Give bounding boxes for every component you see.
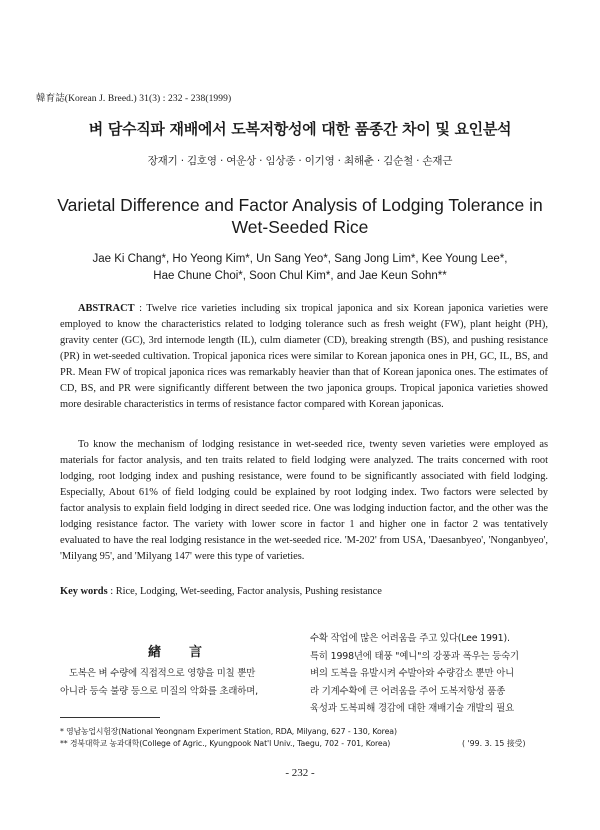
abstract-label: ABSTRACT <box>78 303 135 314</box>
authors-line-2: Hae Chune Choi*, Soon Chul Kim*, and Jae Keun Sohn** <box>153 270 447 282</box>
abstract-paragraph-1 <box>60 301 548 413</box>
intro-left-line: 도복은 벼 수량에 직접적으로 영향을 미칠 뿐만 <box>69 668 256 679</box>
footnote-affiliation-2: ** 경북대학교 농과대학(College of Agric., Kyungpook Nat'l Univ., Taegu, 702 - 701, Korea) <box>60 739 391 748</box>
intro-left-column <box>60 665 292 700</box>
keywords <box>60 586 560 597</box>
abstract-paragraph-2: To know the mechanism of lodging resistance in wet-seeded rice, twenty seven varieties were employed as materials for factor analysis, and ten traits related to field lodging were analyzed. The traits concerned with root lodging, root lodging index and pushing resistance, were found to be significantly associated with field lodging. Especially, About 61% of field lodging could be explained by root lodging index. Two factors were selected by factor analysis to explain field lodging in direct seeded rice. One was lodging induction factor, and the other was the lodging resistance factor. The variety with lower score in factor 1 and higher one in factor 2 was tentatively evaluated to have the real lodging resistance in the wet-seeded rice. 'M-202' from USA, 'Daesanbyeo', 'Nonganbyeo', 'Milyang 95', and 'Milyang 147' were this type of varieties. <box>60 439 548 562</box>
keywords-label: Key words <box>60 586 108 597</box>
section-heading-introduction: 緖言 <box>147 645 230 660</box>
korean-title: 벼 담수직파 재배에서 도복저항성에 대한 품종간 차이 및 요인분석 <box>88 120 512 138</box>
intro-right-line: 특히 1998년에 태풍 "예니"의 강풍과 폭우는 등숙기 <box>310 650 519 662</box>
footnote-divider <box>60 717 160 718</box>
intro-right-line: 라 기계수확에 큰 어려움을 주어 도복저항성 품종 <box>310 685 506 697</box>
footnote-affiliation-1: * 영남농업시험장(National Yeongnam Experiment Station, RDA, Milyang, 627 - 130, Korea) <box>60 727 397 736</box>
page-number: - 232 - <box>285 767 315 779</box>
intro-left-line: 아니라 등숙 불량 등으로 미질의 악화를 초래하며, <box>60 685 258 697</box>
intro-right-column <box>310 630 560 718</box>
keywords-text: : Rice, Lodging, Wet-seeding, Factor analysis, Pushing resistance <box>107 586 382 597</box>
intro-right-line: 수확 작업에 많은 어려움을 주고 있다(Lee 1991). <box>310 633 510 644</box>
abstract-text-1: : Twelve rice varieties including six tropical japonica and six Korean japonica varieties were employed to know the characteristics related to lodging tolerance such as fresh weight (FW), plant height (PH), gravity center (GC), 3rd internode length (IL), culm diameter (CD), breaking strength (BS), and pushing resistance (PR) in wet-seeded cultivation. Tropical japonica rices were similar to Korean japonica ones in PH, GC, IL, BS, and PR. Mean FW of tropical japonica rices was remarkably heavier than that of Korean japonica ones. The estimates of CD, BS, and PR were significantly different between the two japonica groups. Tropical japonica varieties showed more desirable characteristics in terms of resistance factor compared with Korean japonicas. <box>60 303 548 410</box>
authors-line-1: Jae Ki Chang*, Ho Yeong Kim*, Un Sang Yeo*, Sang Jong Lim*, Kee Young Lee*, <box>92 253 508 265</box>
intro-right-line: 육성과 도복피해 경감에 대한 재배기술 개발의 필요 <box>310 703 515 714</box>
received-date: ( '99. 3. 15 接受) <box>462 739 526 748</box>
english-title: Varietal Difference and Factor Analysis of Lodging Tolerance in Wet-Seeded Rice <box>57 195 543 237</box>
intro-right-line: 벼의 도복을 유발시켜 수발아와 수량감소 뿐만 아니 <box>310 668 515 679</box>
korean-authors: 장재기 · 김호영 · 여운상 · 임상종 · 이기영 · 최해춘 · 김순철 · 손재근 <box>147 155 453 167</box>
journal-header: 韓育誌(Korean J. Breed.) 31(3) : 232 - 238(1999) <box>36 94 232 104</box>
english-authors <box>30 251 570 285</box>
